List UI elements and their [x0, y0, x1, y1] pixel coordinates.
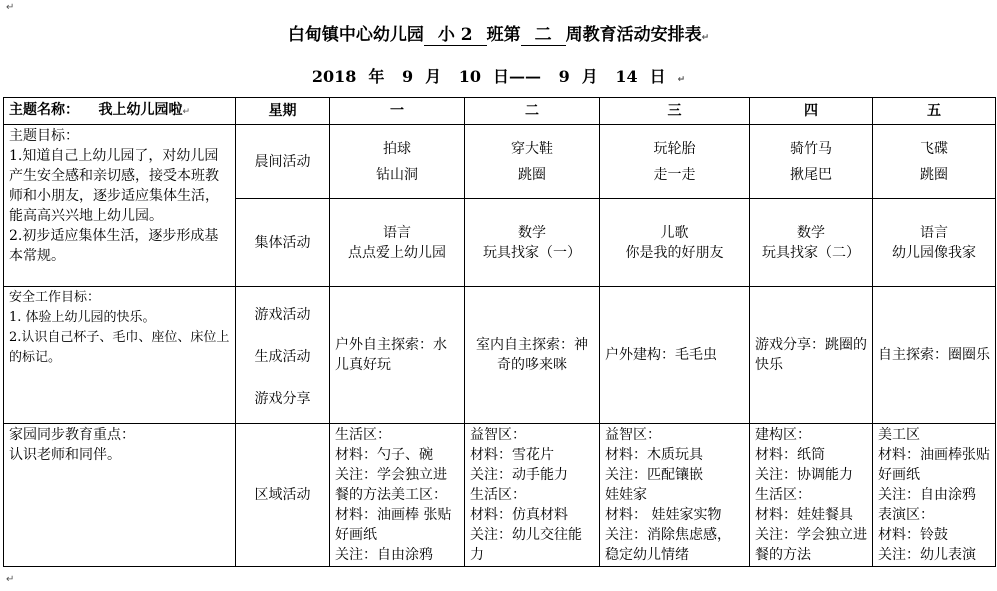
morning-label: 晨间活动: [236, 125, 330, 199]
day-header: 三: [600, 98, 750, 125]
area-row: [4, 424, 996, 567]
weekday-header: 星期: [236, 98, 330, 125]
morning-cell: 飞碟 跳圈: [873, 125, 996, 199]
game-cell: 自主探索：圈圈乐: [873, 287, 996, 424]
game-cell: 户外建构：毛毛虫: [600, 287, 750, 424]
area-cell: 美工区 材料：油画棒张贴好画纸 关注：自由涂鸦 表演区： 材料：铃鼓 关注：幼儿表演: [873, 424, 996, 567]
group-cell: 数学 玩具找家（一）: [465, 199, 600, 287]
morning-cell: 拍球 钻山洞: [330, 125, 465, 199]
day-header: 四: [750, 98, 873, 125]
home-focus-cell: 家园同步教育重点： 认识老师和同伴。: [4, 424, 236, 567]
day-header: 五: [873, 98, 996, 125]
morning-row: [4, 125, 996, 199]
area-cell: 生活区： 材料：勺子、碗 关注：学会独立进餐的方法美工区： 材料：油画棒 张贴好画纸 关注：自由涂鸦: [330, 424, 465, 567]
schedule-table: [3, 97, 996, 567]
class-name: 小 2: [424, 20, 487, 46]
morning-cell: 骑竹马 揪尾巴: [750, 125, 873, 199]
game-labels: 游戏活动 生成活动 游戏分享: [236, 287, 330, 424]
header-row: [4, 98, 996, 125]
group-cell: 儿歌 你是我的好朋友: [600, 199, 750, 287]
school-name: 白甸镇中心幼儿园: [287, 25, 424, 45]
game-cell: 室内自主探索：神奇的哆来咪: [465, 287, 600, 424]
page-title: 白甸镇中心幼儿园 小 2 班第 二 周教育活动安排表↵: [0, 20, 997, 46]
area-cell: 益智区： 材料：雪花片 关注：动手能力 生活区： 材料：仿真材料 关注：幼儿交往能力: [465, 424, 600, 567]
area-cell: 益智区： 材料：木质玩具 关注：匹配镶嵌 娃娃家 材料： 娃娃家实物 关注：消除焦虑感，稳定幼儿情绪: [600, 424, 750, 567]
paragraph-mark: ↵: [6, 574, 15, 585]
theme-name: 我上幼儿园啦: [98, 102, 183, 118]
group-cell: 数学 玩具找家（二）: [750, 199, 873, 287]
day-header: 一: [330, 98, 465, 125]
day-header: 二: [465, 98, 600, 125]
area-cell: 建构区： 材料：纸筒 关注：协调能力 生活区： 材料：娃娃餐具 关注：学会独立进餐的方法: [750, 424, 873, 567]
game-cell: 户外自主探索：水儿真好玩: [330, 287, 465, 424]
area-label: 区域活动: [236, 424, 330, 567]
paragraph-mark: ↵: [6, 2, 15, 13]
date-range: 2018 年 9 月 10 日—— 9 月 14 日 ↵: [311, 67, 686, 86]
group-cell: 语言 幼儿园像我家: [873, 199, 996, 287]
title-suffix: 周教育活动安排表: [565, 25, 702, 45]
week-number: 二: [521, 20, 566, 46]
game-cell: 游戏分享：跳圈的快乐: [750, 287, 873, 424]
title-class-word: 班第: [486, 25, 521, 45]
game-row: [4, 287, 996, 424]
theme-goals-cell: 主题目标： 1.知道自己上幼儿园了，对幼儿园产生安全感和亲切感，接受本班教师和小朋友，逐步适应集体生活，能高高兴兴地上幼儿园。 2.初步适应集体生活，逐步形成基本常规。: [4, 125, 236, 287]
theme-cell: 主题名称： 我上幼儿园啦↵: [4, 98, 236, 125]
group-cell: 语言 点点爱上幼儿园: [330, 199, 465, 287]
morning-cell: 玩轮胎 走一走: [600, 125, 750, 199]
morning-cell: 穿大鞋 跳圈: [465, 125, 600, 199]
group-label: 集体活动: [236, 199, 330, 287]
safety-goals-cell: 安全工作目标： 1. 体验上幼儿园的快乐。 2.认识自己杯子、毛巾、座位、床位上的标记。: [4, 287, 236, 424]
